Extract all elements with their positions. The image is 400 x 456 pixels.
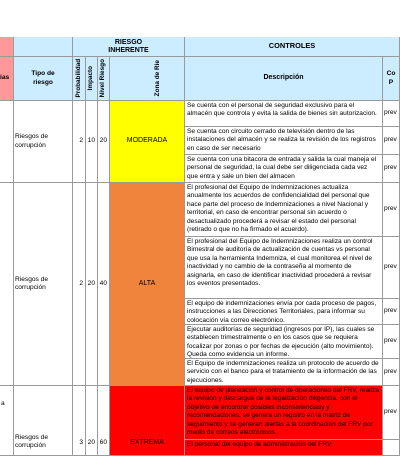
row3-zona: EXTREMA (110, 386, 185, 456)
row2-nivel: 40 (98, 183, 110, 386)
header-controles: CONTROLES (185, 37, 400, 57)
row3-right-2 (383, 440, 400, 456)
row2-control-2: El profesional del Equipo de Indemnizaciones realiza un control Bimestral de auditoría de actualización de cuentas vs personal que usa la herramienta Indemniza, el cual monitorea el nivel de inactividad y no cambio de la contraseña al momento de asignarla, en caso de identificar inactividad procederá a revisar los eventos presentados. (185, 237, 383, 299)
row1-right-3: prev (383, 155, 400, 183)
header-blank-tipo (14, 37, 73, 57)
header-descripcion: Descripción (185, 57, 383, 101)
row1-zona: MODERADA (110, 101, 185, 183)
row3-right-1: prev (383, 386, 400, 440)
row2-imp: 20 (86, 183, 98, 386)
row1-right-1: prev (383, 101, 400, 127)
row3-control-1: El equipo de planeación y control de operaciones del FRV, realiza la revisión y descargue de la legalización diligencia, con el objetivo de encontrar posibles inconsistenciasy y recomendaciones, se genera un registro en la matriz de seguimiento y se generan alertas a la coordinación del FRV por medio de correos electrónicos. (185, 386, 383, 440)
header-impacto: Impacto (86, 57, 98, 101)
header-nivel-riesgo: Nivel Riesgo (98, 57, 110, 101)
header-partial-column: ias (0, 57, 14, 101)
row3-nivel: 60 (98, 386, 110, 456)
header-zona-riesgo: Zona de Rie (110, 57, 185, 101)
header-tipo-riesgo: Tipo de riesgo (14, 57, 73, 101)
row2-control-3: El equipo de indemnizaciones envía por cada proceso de pagos, instrucciones a las Direcciones Territoriales, para informar su colocación vía correo electrónico. (185, 299, 383, 325)
row2-tipo: Riesgos de corrupción (14, 183, 73, 386)
header-right-partial: Co P (383, 57, 400, 101)
row2-control-1: El profesional del Equipo de Indemnizaciones actualiza anualmente los acuerdos de confidencialidad del personal que hace parte del proceso de Indemnizaciones a nivel Nacional y territorial, en caso de encontrar personal sin acuerdo o desactualizado procederá a revisar el estado del personal (retirado o que no ha firmado el acuerdo). (185, 183, 383, 237)
row1-right-2: prev (383, 127, 400, 155)
row3-tipo: Riesgos de corrupción (14, 386, 73, 456)
header-riesgo-inherente: RIESGO INHERENTE (73, 37, 185, 57)
row1-tipo: Riesgos de corrupción (14, 101, 73, 183)
row2-prob: 2 (73, 183, 86, 386)
row1-imp: 10 (86, 101, 98, 183)
row2-zona: ALTA (110, 183, 185, 386)
row2-right-5: prev (383, 359, 400, 386)
row2-right-2: prev (383, 237, 400, 299)
row1-nivel: 20 (98, 101, 110, 183)
row3-prob: 3 (73, 386, 86, 456)
row2-right-1: prev (383, 183, 400, 237)
row1-prob: 2 (73, 101, 86, 183)
row1-control-2: Se cuenta con circuito cerrado de televisión dentro de las instalaciones del almacén y se realiza la revisión de los registros en caso de ser necesario (185, 127, 383, 155)
row1-control-1: Se cuenta con el personal de seguridad exclusivo para el almacén que controla y evita la salida de bienes sin autorizacion. (185, 101, 383, 127)
row2-control-4: Ejecutar auditorías de seguridad (ingresos por IP), las cuales se establecen trimestralmente o en los casos que se requiera focalizar por zonas o por fechas de ejecución (alto movimiento). Queda como evidencia un informe. (185, 325, 383, 359)
header-left-blank (0, 37, 14, 57)
row3-imp: 20 (86, 386, 98, 456)
row1-left-cell (0, 101, 14, 183)
header-probabilidad: Probabilidad (73, 57, 86, 101)
row2-control-5: El Equipo de indemnizaciones realiza un protocolo de acuerdo de servicio con el banco para el tratamiento de la información de las ejecuciones. (185, 359, 383, 386)
row1-control-3: Se cuenta con una bitacora de entrada y salida la cual maneja el personal de seguridad, la cual debe ser diligenciada cada vez que entra y sale un bien del almacen (185, 155, 383, 183)
row3-control-2: El personal del equipo de administración del FRV, (185, 440, 383, 456)
row2-right-3: prev (383, 299, 400, 325)
row2-right-4: prev (383, 325, 400, 359)
row3-left-cell: a (0, 386, 14, 456)
row2-left-cell (0, 183, 14, 386)
